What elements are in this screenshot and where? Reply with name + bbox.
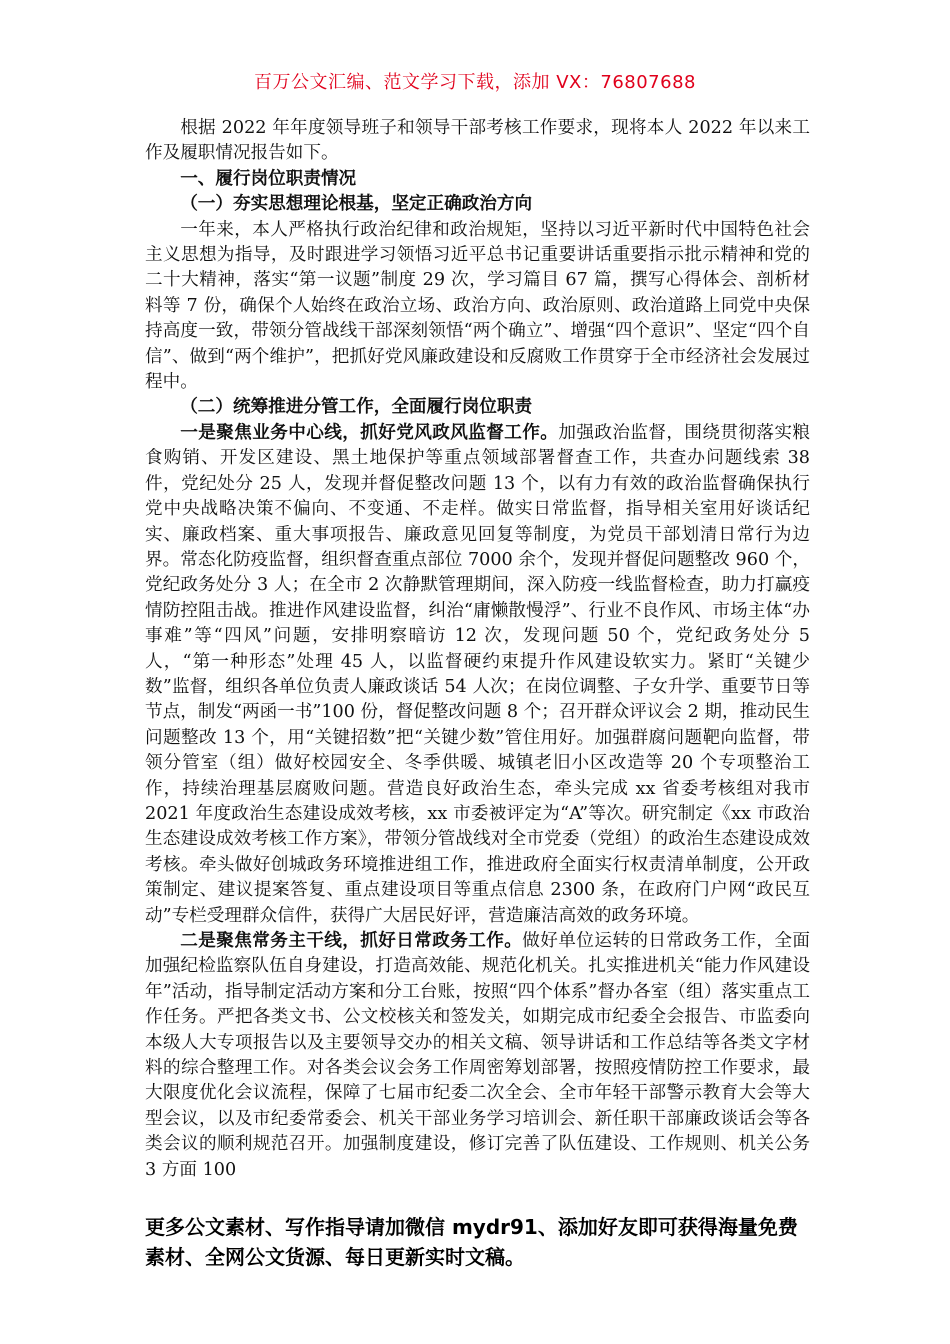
paragraph-daily-affairs-lead: 二是聚焦常务主干线，抓好日常政务工作。 [180,931,523,951]
paragraph-supervision-text: 加强政治监督，围绕贯彻落实粮食购销、开发区建设、黑土地保护等重点领域部署督查工作，共查办问题线索 38 件，党纪处分 25 人，发现并督促整改问题 13 个，以有力有效的政治监督确保执行党中央战略决策不偏向、不变通、不走样。做实日常监督，指导相关室用好谈话纪实、廉政档案、重大事项报告、廉政意见回复等制度，为党员干部划清日常行为边界。常态化防疫监督，组织督查重点部位 7000 余个，发现并督促问题整改 960 个，党纪政务处分 3 人；在全市 2 次静默管理期间，深入防疫一线监督检查，助力打赢疫情防控阻击战。推进作风建设监督，纠治“庸懒散慢浮”、行业不良作风、市场主体“办事难”等“四风”问题，安排明察暗访 12 次，发现问题 50 个，党纪政务处分 5 人，“第一种形态”处理 45 人，以监督硬约束提升作风建设软实力。紧盯“关键少数”监督，组织各单位负责人廉政谈话 54 人次；在岗位调整、子女升学、重要节日等节点，制发“两函一书”100 份，督促整改问题 8 个；召开群众评议会 2 期，推动民生问题整改 13 个，用“关键招数”把“关键少数”管住用好。加强群腐问题靶向监督，带领分管室（组）做好校园安全、冬季供暖、城镇老旧小区改造等 20 个专项整治工作，持续治理基层腐败问题。营造良好政治生态，牵头完成 xx 省委考核组对我市 2021 年度政治生态建设成效考核，xx 市委被评定为“A”等次。研究制定《xx 市政治生态建设成效考核工作方案》，带领分管战线对全市党委（党组）的政治生态建设成效考核。牵头做好创城政务环境推进组工作，推进政府全面实行权责清单制度，公开政策制定、建议提案答复、重点建设项目等重点信息 2300 条，在政府门户网“政民互动”专栏受理群众信件，获得广大居民好评，营造廉洁高效的政务环境。 [145,422,810,926]
subsection-heading-2: （二）统筹推进分管工作，全面履行岗位职责 [180,397,533,418]
subsection-heading-1: （一）夯实思想理论根基，坚定正确政治方向 [180,194,533,215]
promo-header: 百万公文汇编、范文学习下载，添加 VX：76807688 [254,72,696,93]
subsection-1-paragraph: 一年来，本人严格执行政治纪律和政治规矩，坚持以习近平新时代中国特色社会主义思想为指导，及时跟进学习领悟习近平总书记重要讲话重要指示批示精神和党的二十大精神，落实“第一议题”制度 29 次，学习篇目 67 篇，撰写心得体会、剖析材料等 7 份，确保个人始终在政治立场、政治方向、政治原则、政治道路上同党中央保持高度一致，带领分管战线干部深刻领悟“两个确立”、增强“四个意识”、坚定“四个自信”、做到“两个维护”，把抓好党风廉政建设和反腐败工作贯穿于全市经济社会发展过程中。 [145,219,810,393]
paragraph-daily-affairs [145,929,810,1183]
paragraph-daily-affairs-text: 做好单位运转的日常政务工作，全面加强纪检监察队伍自身建设，打造高效能、规范化机关。扎实推进机关“能力作风建设年”活动，指导制定活动方案和分工台账，按照“四个体系”督办各室（组）落实重点工作任务。严把各类文书、公文校核关和签发关，如期完成市纪委全会报告、市监委向本级人大专项报告以及主要领导交办的相关文稿、领导讲话和工作总结等各类文字材料的综合整理工作。对各类会议会务工作周密筹划部署，按照疫情防控工作要求，最大限度优化会议流程，保障了七届市纪委二次全会、全市年轻干部警示教育大会等大型会议，以及市纪委常委会、机关干部业务学习培训会、新任职干部廉政谈话会等各类会议的顺利规范召开。加强制度建设，修订完善了队伍建设、工作规则、机关公务 3 方面 100 [145,931,810,1180]
intro-paragraph: 根据 2022 年年度领导班子和领导干部考核工作要求，现将本人 2022 年以来工作及履职情况报告如下。 [145,118,810,164]
section-heading: 一、履行岗位职责情况 [180,168,357,189]
paragraph-supervision [145,421,810,929]
promo-footer: 更多公文素材、写作指导请加微信 mydr91、添加好友即可获得海量免费素材、全网公文货源、每日更新实时文稿。 [145,1215,798,1269]
paragraph-supervision-lead: 一是聚焦业务中心线，抓好党风政风监督工作。 [180,422,559,443]
document-body [145,116,810,1183]
